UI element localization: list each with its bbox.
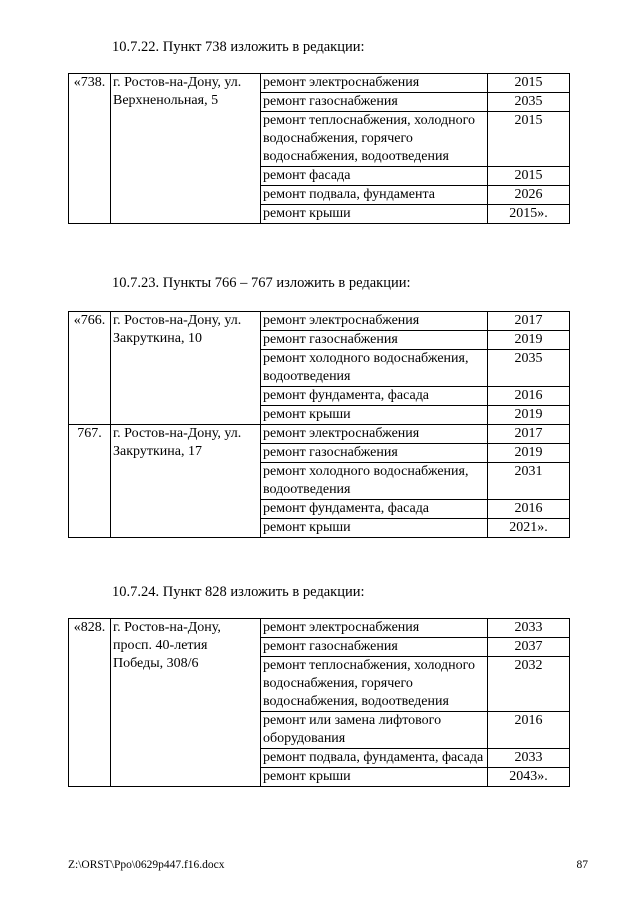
work-type: ремонт крыши (261, 519, 488, 538)
item-address: г. Ростов-на-Дону, ул. Закруткина, 10 (111, 312, 261, 425)
work-year: 2043». (488, 768, 570, 787)
work-type: ремонт газоснабжения (261, 638, 488, 657)
work-year: 2033 (488, 749, 570, 768)
work-year: 2019 (488, 444, 570, 463)
work-type: ремонт электроснабжения (261, 425, 488, 444)
work-type: ремонт электроснабжения (261, 312, 488, 331)
work-type: ремонт крыши (261, 406, 488, 425)
work-year: 2015 (488, 74, 570, 93)
work-year: 2035 (488, 350, 570, 387)
work-year: 2019 (488, 406, 570, 425)
work-type: ремонт подвала, фундамента, фасада (261, 749, 488, 768)
work-year: 2016 (488, 500, 570, 519)
heading-item-738: 10.7.22. Пункт 738 изложить в редакции: (112, 39, 365, 55)
work-type: ремонт газоснабжения (261, 331, 488, 350)
table-row (69, 619, 570, 638)
work-year: 2016 (488, 712, 570, 749)
work-year: 2019 (488, 331, 570, 350)
work-year: 2015 (488, 112, 570, 167)
footer-file-path: Z:\ORST\Ppo\0629p447.f16.docx (68, 859, 225, 871)
table-item-828 (68, 618, 570, 787)
item-number: «738. (69, 74, 111, 224)
work-type: ремонт газоснабжения (261, 93, 488, 112)
work-type: ремонт крыши (261, 205, 488, 224)
item-address: г. Ростов-на-Дону, ул. Закруткина, 17 (111, 425, 261, 538)
work-type: ремонт теплоснабжения, холодного водоснабжения, горячего водоснабжения, водоотведения (261, 657, 488, 712)
work-year: 2015 (488, 167, 570, 186)
work-year: 2035 (488, 93, 570, 112)
work-type: ремонт крыши (261, 768, 488, 787)
work-year: 2015». (488, 205, 570, 224)
work-type: ремонт электроснабжения (261, 619, 488, 638)
item-address: г. Ростов-на-Дону, ул. Верхненольная, 5 (111, 74, 261, 224)
work-year: 2017 (488, 312, 570, 331)
work-year: 2017 (488, 425, 570, 444)
work-year: 2031 (488, 463, 570, 500)
item-number: «828. (69, 619, 111, 787)
work-type: ремонт теплоснабжения, холодного водоснабжения, горячего водоснабжения, водоотведения (261, 112, 488, 167)
work-year: 2033 (488, 619, 570, 638)
item-number: «766. (69, 312, 111, 425)
work-type: ремонт фасада (261, 167, 488, 186)
work-year: 2037 (488, 638, 570, 657)
work-type: ремонт подвала, фундамента (261, 186, 488, 205)
table-items-766-767 (68, 311, 570, 538)
work-year: 2026 (488, 186, 570, 205)
footer-page-number: 87 (576, 859, 588, 871)
table-item-738 (68, 73, 570, 224)
table-row (69, 312, 570, 331)
table-row (69, 425, 570, 444)
work-type: ремонт газоснабжения (261, 444, 488, 463)
work-year: 2032 (488, 657, 570, 712)
item-address: г. Ростов-на-Дону, просп. 40-летия Победы, 308/6 (111, 619, 261, 787)
work-year: 2021». (488, 519, 570, 538)
work-type: ремонт холодного водоснабжения, водоотведения (261, 463, 488, 500)
table-row (69, 74, 570, 93)
heading-items-766-767: 10.7.23. Пункты 766 – 767 изложить в редакции: (112, 275, 411, 291)
heading-item-828: 10.7.24. Пункт 828 изложить в редакции: (112, 584, 365, 600)
item-number: 767. (69, 425, 111, 538)
work-type: ремонт холодного водоснабжения, водоотведения (261, 350, 488, 387)
work-type: ремонт фундамента, фасада (261, 387, 488, 406)
work-type: ремонт электроснабжения (261, 74, 488, 93)
work-type: ремонт фундамента, фасада (261, 500, 488, 519)
work-type: ремонт или замена лифтового оборудования (261, 712, 488, 749)
work-year: 2016 (488, 387, 570, 406)
